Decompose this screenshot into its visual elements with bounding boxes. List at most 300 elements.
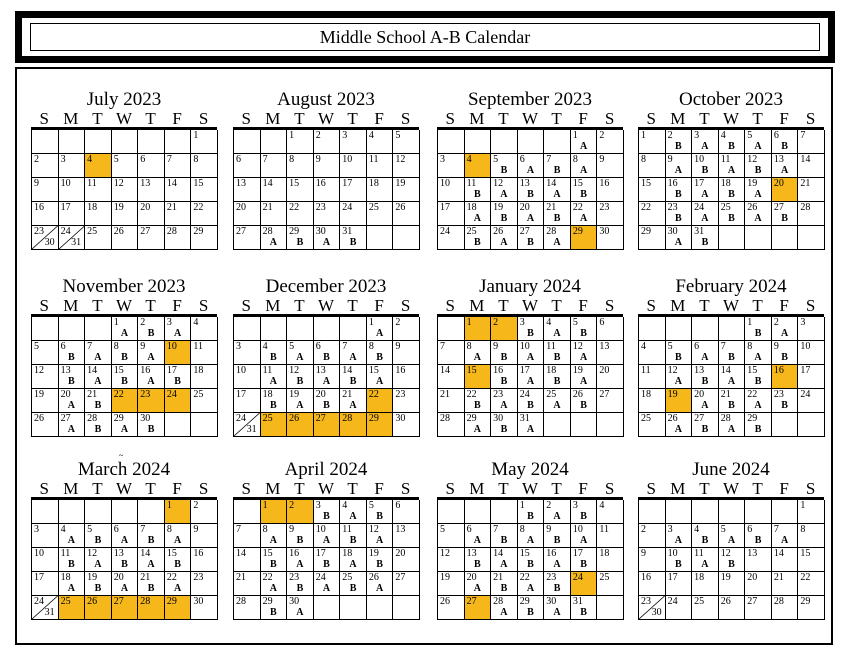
ab-day-label: B: [553, 213, 561, 224]
day-number: 22: [800, 572, 811, 583]
day-cell: [32, 341, 59, 365]
weekday-label: S: [198, 296, 209, 315]
weekday-label: S: [805, 479, 816, 498]
day-number: 10: [572, 524, 583, 535]
day-cell: [772, 596, 799, 620]
day-number: 19: [113, 202, 124, 213]
day-cell: [32, 524, 59, 548]
ab-day-label: A: [296, 352, 304, 363]
day-number: 19: [34, 389, 44, 400]
ab-day-label: B: [701, 237, 709, 248]
day-number: 6: [519, 154, 525, 165]
day-number: 28: [720, 413, 731, 424]
ab-day-label: A: [296, 559, 304, 570]
ab-day-label: B: [728, 352, 735, 363]
ab-day-label: A: [500, 400, 508, 411]
day-number: 24: [166, 389, 177, 400]
day-cell: [367, 548, 394, 572]
day-cell-no-school: [772, 178, 799, 202]
day-cell: [32, 154, 59, 178]
ab-day-label: B: [580, 400, 587, 411]
day-cell: [234, 548, 261, 572]
day-number: 24: [667, 596, 678, 607]
day-number: 5: [395, 130, 401, 141]
day-cell: [491, 365, 518, 389]
day-number: 7: [140, 524, 146, 535]
weekday-label: S: [400, 109, 411, 128]
weekday-label: T: [92, 479, 103, 498]
month-grid: [437, 130, 623, 250]
day-number: 18: [60, 572, 71, 583]
day-cell: [165, 572, 192, 596]
day-number: 26: [720, 596, 731, 607]
title-frame-inner: [22, 18, 828, 56]
day-cell-no-school: [571, 226, 598, 250]
day-number: 15: [466, 365, 477, 376]
day-cell: [666, 154, 693, 178]
day-number: 9: [599, 154, 605, 165]
day-cell: [340, 178, 367, 202]
day-number: 26: [395, 202, 406, 213]
day-number: 6: [315, 341, 321, 352]
weekday-header: [31, 111, 217, 130]
day-cell: [138, 572, 165, 596]
day-number: 1: [368, 317, 374, 328]
day-number: 6: [236, 154, 241, 165]
day-number: 11: [641, 365, 651, 376]
ab-day-label: A: [67, 424, 75, 435]
day-number: 14: [493, 548, 504, 559]
day-number: 6: [694, 341, 700, 352]
day-cell: [191, 226, 218, 250]
weekday-label: M: [670, 109, 686, 128]
day-cell: [340, 548, 367, 572]
weekday-label: F: [374, 296, 384, 315]
day-number: 5: [34, 341, 39, 352]
day-cell: [393, 548, 420, 572]
weekday-label: F: [374, 109, 384, 128]
day-number: 23: [641, 596, 651, 607]
day-cell: [85, 548, 112, 572]
day-cell: [518, 365, 545, 389]
weekday-label: S: [198, 479, 209, 498]
day-cell: [639, 202, 666, 226]
day-number: 26: [572, 389, 583, 400]
day-cell: [571, 341, 598, 365]
day-number: 23: [34, 226, 44, 237]
ab-day-label: A: [727, 165, 736, 176]
ab-day-label: A: [526, 165, 535, 176]
empty-cell: [138, 130, 165, 154]
day-number: 19: [667, 389, 678, 400]
day-cell: [234, 572, 261, 596]
empty-cell: [261, 130, 288, 154]
day-cell: [234, 365, 261, 389]
day-cell: [32, 226, 59, 250]
ab-day-label: A: [780, 535, 789, 546]
day-cell: [798, 500, 825, 524]
day-number: 15: [166, 548, 177, 559]
day-number: 6: [113, 524, 119, 535]
day-number: 4: [368, 130, 374, 141]
weekday-label: F: [578, 296, 588, 315]
ab-day-label: B: [68, 352, 75, 363]
empty-cell: [772, 500, 799, 524]
day-cell: [465, 178, 492, 202]
day-cell-no-school: [571, 572, 598, 596]
day-cell: [367, 500, 394, 524]
ab-day-label: B: [376, 511, 383, 522]
day-number: 19: [368, 548, 379, 559]
day-cell: [112, 413, 139, 437]
day-cell: [719, 178, 746, 202]
ab-day-label: A: [173, 328, 182, 339]
day-cell-no-school: [112, 389, 139, 413]
ab-day-label: A: [473, 424, 481, 435]
ab-day-label: B: [147, 424, 155, 435]
day-number: 29: [466, 413, 477, 424]
day-cell: [261, 596, 288, 620]
day-cell-no-school: [165, 389, 192, 413]
day-number: 13: [466, 548, 477, 559]
day-number: 4: [342, 500, 348, 511]
day-number: 4: [641, 341, 646, 352]
day-cell: [261, 154, 288, 178]
day-number: 10: [342, 154, 353, 165]
day-number: 29: [519, 596, 530, 607]
ab-day-label: A: [754, 213, 762, 224]
weekday-label: M: [63, 296, 79, 315]
day-cell: [59, 413, 86, 437]
day-number-secondary: 31: [246, 424, 257, 435]
day-cell-no-school: [261, 500, 288, 524]
day-cell: [59, 226, 86, 250]
day-cell: [639, 389, 666, 413]
ab-day-label: B: [68, 559, 75, 570]
day-number: 3: [519, 317, 525, 328]
day-cell: [138, 202, 165, 226]
empty-cell: [112, 130, 139, 154]
day-cell: [666, 365, 693, 389]
day-cell: [597, 317, 624, 341]
day-cell: [692, 572, 719, 596]
empty-cell: [571, 413, 598, 437]
day-cell: [32, 413, 59, 437]
day-number: 13: [315, 365, 326, 376]
day-cell: [85, 572, 112, 596]
day-cell: [314, 389, 341, 413]
weekday-label: M: [265, 109, 281, 128]
ab-day-label: A: [701, 400, 709, 411]
day-number: 18: [87, 202, 98, 213]
day-number: 28: [87, 413, 98, 424]
day-number: 8: [368, 341, 374, 352]
day-number: 10: [440, 178, 450, 189]
month-block: [233, 459, 419, 620]
day-number: 20: [140, 202, 151, 213]
day-number: 12: [747, 154, 758, 165]
day-cell: [340, 365, 367, 389]
day-number: 8: [519, 524, 525, 535]
day-cell: [367, 130, 394, 154]
ab-day-label: A: [173, 535, 182, 546]
day-number: 26: [87, 596, 98, 607]
ab-day-label: A: [727, 535, 736, 546]
day-cell: [692, 596, 719, 620]
day-cell: [261, 389, 288, 413]
day-cell: [261, 226, 288, 250]
day-number: 22: [262, 572, 273, 583]
day-number: 13: [694, 365, 705, 376]
day-number: 12: [720, 548, 731, 559]
day-cell: [745, 341, 772, 365]
day-cell: [666, 596, 693, 620]
day-cell: [85, 202, 112, 226]
ab-day-label: B: [500, 376, 508, 387]
day-number: 3: [236, 341, 241, 352]
day-number: 21: [342, 389, 353, 400]
ab-day-label: A: [147, 352, 155, 363]
day-number: 13: [773, 154, 784, 165]
day-number: 17: [519, 365, 530, 376]
day-number: 23: [140, 389, 151, 400]
weekday-label: T: [752, 109, 763, 128]
day-number: 7: [720, 341, 726, 352]
empty-cell: [491, 500, 518, 524]
day-cell: [798, 524, 825, 548]
day-number: 1: [519, 500, 525, 511]
day-number: 3: [315, 500, 321, 511]
weekday-label: S: [400, 479, 411, 498]
day-number: 1: [641, 130, 646, 141]
day-number: 11: [694, 548, 704, 559]
day-number: 21: [262, 202, 273, 213]
ab-day-label: A: [500, 237, 508, 248]
weekday-label: T: [92, 109, 103, 128]
ab-day-label: B: [94, 583, 102, 594]
empty-cell: [393, 596, 420, 620]
day-number: 7: [236, 524, 241, 535]
weekday-label: S: [39, 296, 50, 315]
empty-cell: [597, 596, 624, 620]
day-number: 30: [140, 413, 151, 424]
day-cell: [666, 572, 693, 596]
day-number: 10: [694, 154, 705, 165]
empty-cell: [165, 130, 192, 154]
day-number: 23: [667, 202, 678, 213]
day-number: 8: [747, 341, 753, 352]
day-number: 13: [519, 178, 530, 189]
day-number: 17: [34, 572, 44, 583]
day-number: 5: [289, 341, 295, 352]
day-number: 12: [440, 548, 450, 559]
weekday-label: S: [39, 109, 50, 128]
day-number: 7: [440, 341, 445, 352]
day-number: 3: [60, 154, 66, 165]
day-cell: [571, 317, 598, 341]
ab-day-label: A: [579, 165, 588, 176]
day-number: 1: [262, 500, 268, 511]
weekday-label: W: [521, 479, 538, 498]
day-number: 27: [466, 596, 477, 607]
day-cell: [491, 572, 518, 596]
ab-day-label: A: [473, 583, 481, 594]
day-cell: [138, 413, 165, 437]
weekday-label: M: [670, 479, 686, 498]
day-cell-no-school: [465, 317, 492, 341]
ab-day-label: A: [553, 189, 561, 200]
day-cell: [666, 226, 693, 250]
weekday-label: T: [145, 479, 156, 498]
day-number: 5: [747, 130, 753, 141]
day-cell: [544, 548, 571, 572]
day-cell: [772, 130, 799, 154]
day-number: 7: [87, 341, 93, 352]
empty-cell: [719, 317, 746, 341]
day-number: 4: [193, 317, 199, 328]
day-cell: [112, 202, 139, 226]
ab-day-label: B: [701, 165, 709, 176]
day-number: 30: [667, 226, 678, 237]
day-cell: [719, 413, 746, 437]
ab-day-label: B: [500, 424, 508, 435]
day-number: 12: [493, 178, 504, 189]
day-cell: [287, 154, 314, 178]
day-number: 27: [694, 413, 705, 424]
day-cell: [234, 178, 261, 202]
day-cell-no-school: [465, 596, 492, 620]
day-cell: [518, 596, 545, 620]
day-cell: [112, 317, 139, 341]
day-cell: [340, 341, 367, 365]
day-cell: [59, 389, 86, 413]
ab-day-label: B: [68, 376, 75, 387]
day-number: 16: [641, 572, 651, 583]
day-number: 22: [193, 202, 204, 213]
day-number: 9: [193, 524, 199, 535]
day-number: 4: [60, 524, 66, 535]
day-cell: [287, 524, 314, 548]
weekday-label: W: [722, 296, 739, 315]
month-block: [233, 276, 419, 437]
day-number: 19: [87, 572, 98, 583]
ab-day-label: B: [270, 352, 277, 363]
ab-day-label: B: [553, 535, 561, 546]
day-number: 25: [546, 389, 557, 400]
ab-day-label: B: [94, 400, 102, 411]
weekday-label: F: [779, 479, 789, 498]
day-number: 22: [166, 572, 177, 583]
weekday-label: T: [752, 479, 763, 498]
day-cell: [191, 524, 218, 548]
day-number: 21: [773, 572, 784, 583]
day-cell: [287, 130, 314, 154]
day-number: 15: [368, 365, 379, 376]
weekday-label: T: [92, 296, 103, 315]
weekday-label: S: [445, 296, 456, 315]
day-number: 9: [667, 154, 673, 165]
day-cell: [138, 154, 165, 178]
ab-day-label: A: [473, 213, 481, 224]
weekday-label: T: [699, 296, 710, 315]
weekday-label: M: [469, 479, 485, 498]
weekday-label: S: [646, 479, 657, 498]
day-number-secondary: 31: [71, 237, 82, 248]
empty-cell: [32, 130, 59, 154]
day-number: 16: [546, 548, 557, 559]
ab-day-label: B: [527, 237, 534, 248]
day-cell: [597, 500, 624, 524]
day-number: 10: [519, 341, 530, 352]
day-number: 30: [315, 226, 326, 237]
day-number: 3: [572, 500, 578, 511]
weekday-label: T: [699, 109, 710, 128]
weekday-label: S: [241, 296, 252, 315]
day-cell: [772, 572, 799, 596]
ab-day-label: A: [674, 424, 682, 435]
day-number: 13: [113, 548, 124, 559]
day-cell: [191, 500, 218, 524]
day-cell: [692, 202, 719, 226]
day-cell-no-school: [772, 365, 799, 389]
ab-day-label: A: [473, 535, 481, 546]
ab-day-label: A: [701, 189, 709, 200]
day-cell: [165, 178, 192, 202]
day-number: 26: [113, 226, 124, 237]
ab-day-label: A: [322, 376, 331, 387]
day-cell: [544, 317, 571, 341]
day-number: 25: [720, 202, 731, 213]
day-number: 14: [773, 548, 784, 559]
day-number: 23: [289, 572, 300, 583]
day-number: 18: [694, 572, 705, 583]
day-cell: [32, 202, 59, 226]
day-cell: [314, 226, 341, 250]
ab-day-label: B: [527, 400, 534, 411]
day-cell: [165, 154, 192, 178]
day-cell: [138, 317, 165, 341]
ab-day-label: B: [323, 559, 330, 570]
empty-cell: [32, 317, 59, 341]
day-cell: [491, 178, 518, 202]
day-number: 2: [315, 130, 321, 141]
ab-day-label: B: [527, 607, 534, 618]
day-number: 2: [641, 524, 646, 535]
ab-day-label: B: [701, 424, 709, 435]
ab-day-label: B: [296, 237, 304, 248]
day-number: 3: [440, 154, 445, 165]
day-cell: [32, 365, 59, 389]
day-cell: [340, 226, 367, 250]
day-cell: [438, 389, 465, 413]
day-number: 17: [800, 365, 811, 376]
empty-cell: [692, 317, 719, 341]
ab-day-label: A: [553, 511, 561, 522]
day-number: 18: [599, 548, 610, 559]
ab-day-label: B: [376, 559, 383, 570]
day-cell: [287, 226, 314, 250]
day-cell: [438, 548, 465, 572]
day-cell: [692, 226, 719, 250]
day-number: 6: [140, 154, 146, 165]
day-cell: [367, 341, 394, 365]
day-number: 6: [466, 524, 472, 535]
ab-day-label: B: [349, 535, 357, 546]
day-number-secondary: 30: [651, 607, 662, 618]
day-cell: [112, 154, 139, 178]
day-cell: [438, 341, 465, 365]
day-cell: [465, 524, 492, 548]
